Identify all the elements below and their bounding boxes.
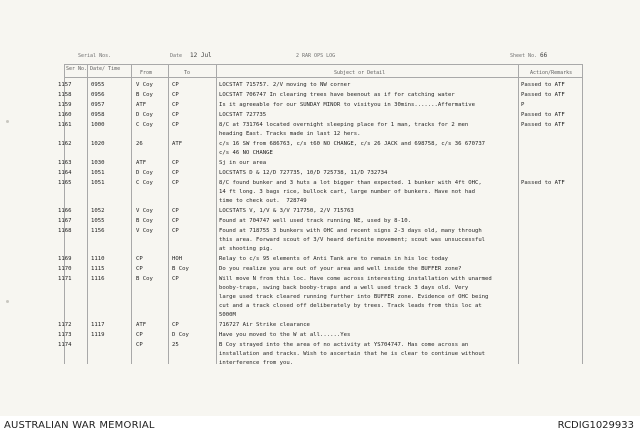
col-from: From bbox=[140, 70, 153, 76]
entry-detail-line: cut and a track closed off deliberately by trees. Track leads from this loc at bbox=[219, 303, 482, 309]
entry-to: B Coy bbox=[172, 266, 189, 272]
entry-from: CP bbox=[136, 266, 143, 272]
log-entry bbox=[58, 159, 583, 168]
entry-time: 0956 bbox=[91, 92, 105, 98]
entry-from: ATF bbox=[136, 102, 147, 108]
entry-time: 1119 bbox=[91, 332, 105, 338]
entry-serial: 1174 bbox=[58, 342, 72, 348]
entry-detail-line: large used track cleared running further into BUFFER zone. Evidence of OHC being bbox=[219, 294, 489, 300]
entry-detail-line: c/s 46 NO CHANGE bbox=[219, 150, 273, 156]
entry-detail-line: Sj in our area bbox=[219, 160, 267, 166]
entry-time: 1020 bbox=[91, 141, 105, 147]
entry-detail-line: 8/C at 731764 located overnight sleeping place for 1 man, tracks for 2 men bbox=[219, 122, 469, 128]
sheet-header bbox=[0, 0, 640, 66]
rule bbox=[64, 77, 583, 78]
entry-from: V Coy bbox=[136, 228, 153, 234]
entry-from: B Coy bbox=[136, 276, 153, 282]
entry-from: C Coy bbox=[136, 122, 153, 128]
entry-from: 26 bbox=[136, 141, 143, 147]
entry-detail-line: heading East. Tracks made in last 12 hers. bbox=[219, 131, 361, 137]
log-entry bbox=[58, 140, 583, 158]
log-table bbox=[58, 64, 583, 366]
col-action: Action/Remarks bbox=[530, 70, 573, 76]
entry-time: 0958 bbox=[91, 112, 105, 118]
punch-hole bbox=[6, 300, 9, 303]
entry-from: CP bbox=[136, 342, 143, 348]
archive-footer bbox=[0, 416, 640, 435]
entry-time: 1055 bbox=[91, 218, 105, 224]
entry-detail-line: LOCSTAT 706747 In clearing trees have beenout as if for catching water bbox=[219, 92, 455, 98]
entry-from: B Coy bbox=[136, 92, 153, 98]
entry-serial: 1169 bbox=[58, 256, 72, 262]
col-subject: Subject or Detail bbox=[334, 70, 386, 76]
entry-detail-line: interference from you. bbox=[219, 360, 294, 366]
entry-detail-line: Found at 704747 well used track running NE, used by 8-10. bbox=[219, 218, 411, 224]
entry-from: D Coy bbox=[136, 170, 153, 176]
entry-time: 0955 bbox=[91, 82, 105, 88]
entry-time: 1116 bbox=[91, 276, 105, 282]
log-entry bbox=[58, 169, 583, 178]
date-value: 12 Jul bbox=[190, 52, 212, 59]
entry-from: V Coy bbox=[136, 208, 153, 214]
entry-to: CP bbox=[172, 276, 179, 282]
entry-time: 1052 bbox=[91, 208, 105, 214]
entry-detail-line: Do you realize you are out of your area and well inside the BUFFER zone? bbox=[219, 266, 462, 272]
entry-action: Passed to ATF bbox=[521, 82, 565, 88]
entry-detail-line: installation and tracks. Wish to ascertain that he is clear to continue without bbox=[219, 351, 486, 357]
entry-to: CP bbox=[172, 208, 179, 214]
entry-detail-line: this area. Forward scout of 3/V heard definite movement; scout was unsuccessful bbox=[219, 237, 486, 243]
entry-detail-line: 8/C found bunker and 3 huts a lot bigger than expected. 1 bunker with 4ft OHC, bbox=[219, 180, 482, 186]
serial-label: Serial Nos. bbox=[78, 53, 112, 59]
punch-hole bbox=[6, 120, 9, 123]
entry-serial: 1157 bbox=[58, 82, 72, 88]
entry-action: Passed to ATF bbox=[521, 180, 565, 186]
entry-time: 1156 bbox=[91, 228, 105, 234]
archive-id: RCDIG1029933 bbox=[557, 420, 634, 431]
log-entry bbox=[58, 217, 583, 226]
log-entry bbox=[58, 207, 583, 216]
entry-time: 1110 bbox=[91, 256, 105, 262]
entry-serial: 1159 bbox=[58, 102, 72, 108]
entry-serial: 1158 bbox=[58, 92, 72, 98]
entry-to: CP bbox=[172, 112, 179, 118]
entry-detail-line: booby-traps, swing back booby-traps and a well used track 3 days old. Very bbox=[219, 285, 469, 291]
entry-serial: 1172 bbox=[58, 322, 72, 328]
entry-to: CP bbox=[172, 82, 179, 88]
entry-from: V Coy bbox=[136, 82, 153, 88]
entry-from: CP bbox=[136, 332, 143, 338]
entry-to: CP bbox=[172, 102, 179, 108]
entry-detail-line: time to check out. 728749 bbox=[219, 198, 307, 204]
log-entry bbox=[58, 265, 583, 274]
entry-detail-line: Relay to c/s 95 elements of Anti Tank are to remain in his loc today bbox=[219, 256, 449, 262]
entry-from: CP bbox=[136, 256, 143, 262]
entry-serial: 1171 bbox=[58, 276, 72, 282]
entry-detail-line: Have you moved to the W at all......Yes bbox=[219, 332, 351, 338]
entry-from: C Coy bbox=[136, 180, 153, 186]
entry-detail-line: LOCSTATS D & 12/D 727735, 10/D 725738, 11/D 732734 bbox=[219, 170, 388, 176]
entry-serial: 1163 bbox=[58, 160, 72, 166]
log-entry bbox=[58, 341, 583, 368]
entry-time: 1051 bbox=[91, 180, 105, 186]
entry-to: CP bbox=[172, 322, 179, 328]
entry-detail-line: at shooting pig. bbox=[219, 246, 273, 252]
entry-to: HOH bbox=[172, 256, 183, 262]
entry-serial: 1166 bbox=[58, 208, 72, 214]
archive-name: AUSTRALIAN WAR MEMORIAL bbox=[4, 420, 155, 431]
entry-detail-line: B Coy strayed into the area of no activity at YS704747. Has come across an bbox=[219, 342, 469, 348]
entry-to: D Coy bbox=[172, 332, 189, 338]
entry-detail-line: Found at 718755 3 bunkers with OHC and recent signs 2-3 days old, many through bbox=[219, 228, 482, 234]
entry-action: Passed to ATF bbox=[521, 92, 565, 98]
entry-time: 1030 bbox=[91, 160, 105, 166]
entry-to: CP bbox=[172, 160, 179, 166]
col-date-time: Date/ Time bbox=[90, 66, 121, 72]
entry-detail-line: 5000M bbox=[219, 312, 236, 318]
entry-to: CP bbox=[172, 218, 179, 224]
entry-from: B Coy bbox=[136, 218, 153, 224]
entry-to: ATF bbox=[172, 141, 183, 147]
unit-label: 2 RAR OPS LOG bbox=[296, 53, 336, 59]
entry-detail-line: LOCSTATS V, 1/V & 3/V 717750, 2/V 715763 bbox=[219, 208, 354, 214]
entry-serial: 1162 bbox=[58, 141, 72, 147]
log-entry bbox=[58, 179, 583, 206]
entry-serial: 1168 bbox=[58, 228, 72, 234]
log-entry bbox=[58, 227, 583, 254]
entry-from: D Coy bbox=[136, 112, 153, 118]
rule bbox=[64, 64, 583, 65]
log-entry bbox=[58, 101, 583, 110]
entry-serial: 1161 bbox=[58, 122, 72, 128]
entry-time: 0957 bbox=[91, 102, 105, 108]
log-entry bbox=[58, 91, 583, 100]
entry-time: 1117 bbox=[91, 322, 105, 328]
entry-to: CP bbox=[172, 122, 179, 128]
entry-to: CP bbox=[172, 92, 179, 98]
date-label: Date bbox=[170, 53, 183, 59]
entry-detail-line: 716727 Air Strike clearance bbox=[219, 322, 310, 328]
entry-from: ATF bbox=[136, 160, 147, 166]
log-entry bbox=[58, 121, 583, 139]
col-to: To bbox=[184, 70, 191, 76]
entry-serial: 1160 bbox=[58, 112, 72, 118]
entry-time: 1051 bbox=[91, 170, 105, 176]
sheet-label: Sheet No. bbox=[510, 53, 538, 59]
entry-serial: 1164 bbox=[58, 170, 72, 176]
entry-detail-line: LOCSTAT 715757. 2/V moving to NW corner bbox=[219, 82, 351, 88]
entry-action: Passed to ATF bbox=[521, 122, 565, 128]
log-entry bbox=[58, 111, 583, 120]
entry-from: ATF bbox=[136, 322, 147, 328]
entry-detail-line: Will move N from this loc. Have come across interesting installation with unarmed bbox=[219, 276, 492, 282]
log-entry bbox=[58, 275, 583, 320]
entry-action: P bbox=[521, 102, 525, 108]
entry-detail-line: c/s 16 SW from 686763, c/s t60 NO CHANGE, c/s 26 JACK and 698758, c/s 36 670737 bbox=[219, 141, 486, 147]
entry-to: CP bbox=[172, 170, 179, 176]
entry-detail-line: Is it agreeable for our SUNDAY MINOR to visityou in 30mins.......Affermative bbox=[219, 102, 475, 108]
entry-to: 25 bbox=[172, 342, 179, 348]
log-entry bbox=[58, 331, 583, 340]
entry-serial: 1165 bbox=[58, 180, 72, 186]
col-ser: Ser No. bbox=[66, 66, 88, 72]
sheet-value: 66 bbox=[540, 52, 548, 59]
entry-time: 1000 bbox=[91, 122, 105, 128]
log-entry bbox=[58, 81, 583, 90]
entry-detail-line: 14 ft long. 3 bags rice, bullock cart, large number of bunkers. Have not had bbox=[219, 189, 475, 195]
entry-time: 1115 bbox=[91, 266, 105, 272]
entry-serial: 1173 bbox=[58, 332, 72, 338]
entry-detail-line: LOCSTAT 727735 bbox=[219, 112, 267, 118]
entry-serial: 1167 bbox=[58, 218, 72, 224]
entry-to: CP bbox=[172, 180, 179, 186]
log-entry bbox=[58, 255, 583, 264]
log-entry bbox=[58, 321, 583, 330]
entry-serial: 1170 bbox=[58, 266, 72, 272]
entry-action: Passed to ATF bbox=[521, 112, 565, 118]
entry-to: CP bbox=[172, 228, 179, 234]
